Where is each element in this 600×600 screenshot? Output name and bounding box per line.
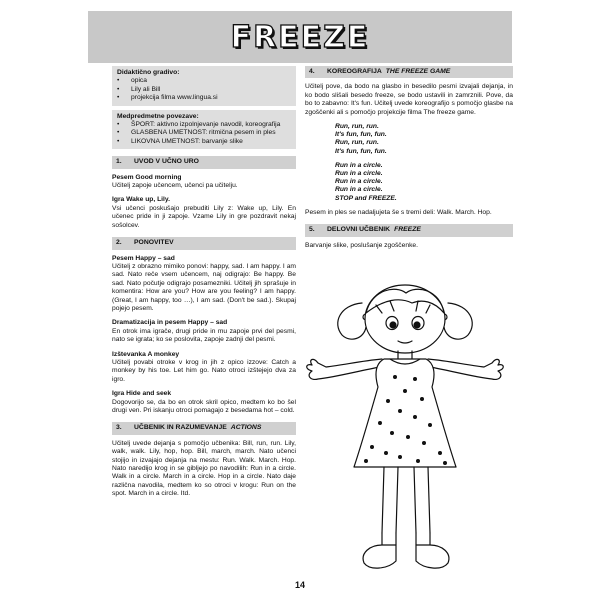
paragraph: En otrok ima igrače, drugi pride in mu zapoje prvi del pesmi, nato se igrata; ko se poslovita, zapoje zadnji del pesmi. [112, 327, 296, 344]
paragraph: Pesem in ples se nadaljujeta še s tremi deli: Walk. March. Hop. [305, 208, 492, 216]
song-lyrics-2: Run in a circle. Run in a circle. Run in a circle. Run in a circle. STOP and FREEZE. [335, 161, 397, 202]
girl-illustration [300, 283, 515, 580]
subheading: Pesem Good morning [112, 173, 182, 181]
list-item: • LIKOVNA UMETNOST: barvanje slike [117, 137, 243, 145]
section-3-heading: 3. UČBENIK IN RAZUMEVANJE ACTIONS [112, 422, 296, 434]
section-2-heading: 2. PONOVITEV [112, 237, 296, 249]
subheading: Izštevanka A monkey [112, 350, 180, 358]
list-item: • projekcija filma www.lingua.si [117, 94, 218, 102]
left-column [112, 66, 296, 505]
subheading: Igra Wake up, Lily. [112, 196, 170, 204]
list-item: • Lily ali Bill [117, 85, 161, 93]
cross-curricular-box [112, 110, 296, 150]
page-number: 14 [294, 580, 305, 590]
section-4-heading: 4. KOREOGRAFIJA THE FREEZE GAME [305, 66, 513, 78]
paragraph: Učitelj uvede dejanja s pomočjo učbenika: Bill, run, run. Lily, walk, walk. Lily, hop, hop. Bill, march, march. Nato učenci stojijo in izvajajo dejanja na mestu: Run. Walk. March. Hop. Nato naredijo krog in se gibljejo po navodilih: Run in a circle. Walk in a circle. March in a circle. Hop in a circle. Nato daje različna navodila, medtem ko so otroci v krogu: Run on the spot. March in a circle. Itd. [112, 439, 296, 498]
section-1-heading: 1. UVOD V UČNO URO [112, 156, 296, 168]
subheading: Igra Hide and seek [112, 390, 172, 398]
paragraph: Učitelj pove, da bodo na glasbo in besedilo pesmi izvajali dejanja, in ko bodo slišali besedo freeze, se bodo ustavili in zamrznili. Pove, da bo to zabavno: It's fun. Učitelj uvede koreografijo s pomočjo glasbe na zgoščenki ali s pomočjo projekcije filma The freeze game. [305, 83, 513, 116]
paragraph: Dogovorijo se, da bo en otrok skril opico, medtem ko bo šel drugi ven. Pri iskanju otroci pomagajo z besedama hot – cold. [112, 398, 296, 414]
right-column [305, 66, 513, 256]
materials-heading: Didaktično gradivo: [117, 69, 180, 76]
song-lyrics-1: Run, run, run. It's fun, fun, fun. Run, run, run. It's fun, fun, fun. [335, 123, 387, 155]
paragraph: Učitelj povabi otroke v krog in jih z opico izzove: Catch a monkey by his toe. Let him go. Nato otroci izštejejo dva za igro. [112, 358, 296, 383]
cross-curricular-heading: Medpredmetne povezave: [117, 112, 199, 120]
list-item: • ŠPORT: aktivno izpolnjevanje navodil, koreografija [117, 121, 281, 129]
page-title: FREEZE [230, 19, 370, 55]
section-5-heading: 5. DELOVNI UČBENIK FREEZE [305, 224, 513, 236]
paragraph: Vsi učenci poskušajo prebuditi Lily z: Wake up, Lily. En učenec pride in ji zapoje. Vzame Lily in gre pozdravit nekaj sošolcev. [112, 204, 296, 229]
paragraph: Barvanje slike, poslušanje zgoščenke. [305, 241, 419, 249]
list-item: • GLASBENA UMETNOST: ritmična pesem in ples [117, 129, 276, 137]
materials-box [112, 66, 296, 106]
subheading: Dramatizacija in pesem Happy – sad [112, 319, 228, 327]
paragraph: Učitelj zapoje učencem, učenci pa učitelju. [112, 182, 238, 190]
title-banner [88, 11, 512, 63]
subheading: Pesem Happy – sad [112, 254, 175, 262]
list-item: • opica [117, 77, 147, 85]
paragraph: Učitelj z obrazno mimiko ponovi: happy, sad. I am happy. I am sad. Nato reče vsem učencem, naj odigrajo: Be happy. Be sad. Nato počutje odigrajo posamezniki. Učitelj jih sprašuje in komentira: How are you? How are you feeling? I am happy. (Great, I am happy, too …), I am sad. (Don't be sad.). Skupaj pojejo pesem. [112, 262, 296, 312]
